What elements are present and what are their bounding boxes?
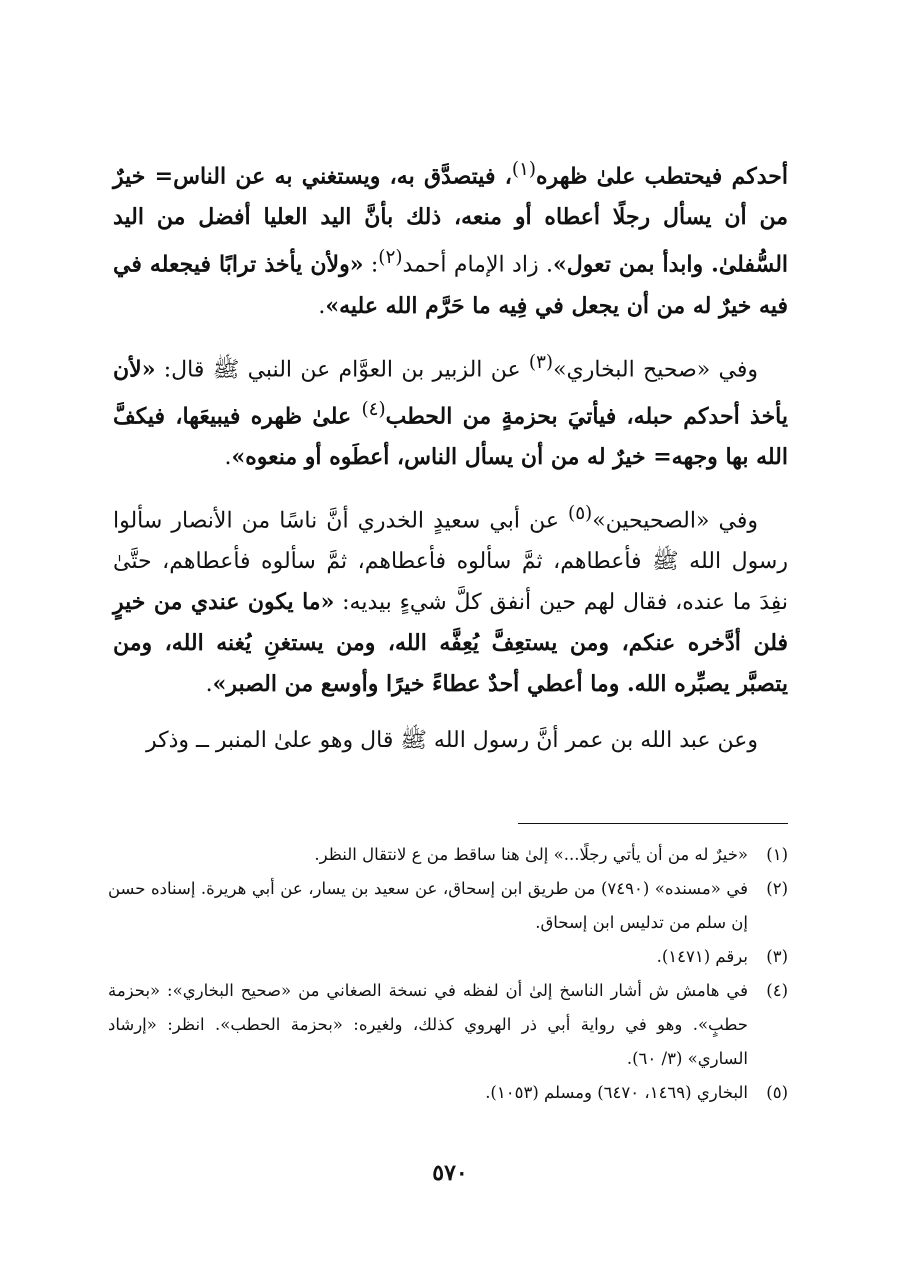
footnote-number: (٢)	[766, 879, 788, 898]
footnote-separator	[518, 823, 788, 824]
hadith-text: «ما يكون عندي من خيرٍ فلن أدَّخره عنكم، ومن يستعِفَّ يُعِفَّه الله، ومن يستغنِ يُغنه الله، ومن يتصبَّر يصبِّره الله. وما أعطي أحدٌ عطاءً خيرًا وأوسع من الصبر»	[113, 588, 788, 697]
footnote-ref: (٥)	[568, 503, 593, 525]
footnote-ref: (٤)	[361, 398, 386, 420]
footnote-number: (٥)	[766, 1083, 788, 1102]
narration-text: وفي «صحيح البخاري»	[553, 356, 759, 382]
page-number: ٥٧٠	[432, 1160, 468, 1186]
main-text	[113, 150, 788, 777]
hadith-text: ، فيتصدَّق به، ويستغني به عن الناس= خيرٌ من أن يسأل رجلًا أعطاه أو منعه، ذلك بأنَّ اليد العليا أفضل من اليد السُّفلىٰ. وابدأ بمن تعول»	[113, 163, 789, 278]
footnote-item	[108, 872, 788, 940]
hadith-text: «لأن يأخذ أحدكم حبله، فيأتيَ بحزمةٍ من الحطب	[113, 355, 788, 430]
paragraph-4: وعن عبد الله بن عمر أنَّ رسول الله ﷺ قال وهو علىٰ المنبر ــ وذكر	[145, 727, 758, 753]
narration-text: :	[363, 252, 379, 278]
hadith-text: «ولأن يأخذ ترابًا فيجعله في فيه خيرٌ له من أن يجعل في فِيه ما حَرَّم الله عليه»	[113, 251, 788, 319]
narration-text: وفي «الصحيحين»	[592, 508, 758, 534]
footnote-text: في هامش ش أشار الناسخ إلىٰ أن لفظه في نسخة الصغاني من «صحيح البخاري»: «بحزمة حطبٍ». وهو في رواية أبي ذر الهروي كذلك، ولغيره: «بحزمة الحطب». انظر: «إرشاد الساري» (٣/ ٦٠).	[108, 981, 748, 1068]
footnote-ref: (٣)	[528, 351, 554, 373]
narration-text: عن أبي سعيدٍ الخدري أنَّ ناسًا من الأنصار سألوا رسول الله ﷺ فأعطاهم، ثمَّ سألوه فأعطاهم، ثمَّ سألوه فأعطاهم، حتَّىٰ نفِدَ ما عنده، فقال لهم حين أنفق كلَّ شيءٍ بيديه:	[113, 508, 788, 615]
footnote-ref: (٢)	[378, 247, 403, 269]
narration-text: .	[224, 445, 232, 471]
footnote-item	[108, 1076, 788, 1110]
narration-text: .	[318, 293, 326, 319]
footnote-text: البخاري (١٤٦٩، ٦٤٧٠) ومسلم (١٠٥٣).	[485, 1083, 748, 1102]
footnote-item	[108, 838, 788, 872]
paragraph-3	[113, 494, 788, 704]
hadith-text: أحدكم فيحتطب علىٰ ظهره	[536, 163, 788, 190]
paragraph-2	[113, 343, 788, 479]
footnote-ref: (١)	[511, 159, 537, 180]
footnote-text: برقم (١٤٧١).	[656, 947, 748, 966]
hadith-text: علىٰ ظهره فيبيعَها، فيكفَّ الله بها وجهه= خيرٌ له من أن يسأل الناس، أعطَوه أو منعوه»	[113, 403, 788, 471]
footnote-item	[108, 940, 788, 974]
footnote-item	[108, 974, 788, 1076]
narration-text: عن الزبير بن العوَّام عن النبي ﷺ قال:	[155, 356, 529, 382]
footnotes	[108, 838, 788, 1110]
paragraph-1	[113, 150, 788, 327]
footnote-number: (١)	[766, 845, 788, 864]
narration-text: .	[205, 671, 213, 697]
narration-text: . زاد الإمام أحمد	[402, 252, 553, 278]
footnote-text: «خيرٌ له من أن يأتي رجلًا...» إلىٰ هنا ساقط من ع لانتقال النظر.	[314, 845, 748, 864]
footnote-number: (٤)	[766, 981, 788, 1000]
footnote-number: (٣)	[766, 947, 788, 966]
footnote-text: في «مسنده» (٧٤٩٠) من طريق ابن إسحاق، عن سعيد بن يسار، عن أبي هريرة. إسناده حسن إن سلم من تدليس ابن إسحاق.	[108, 879, 748, 932]
